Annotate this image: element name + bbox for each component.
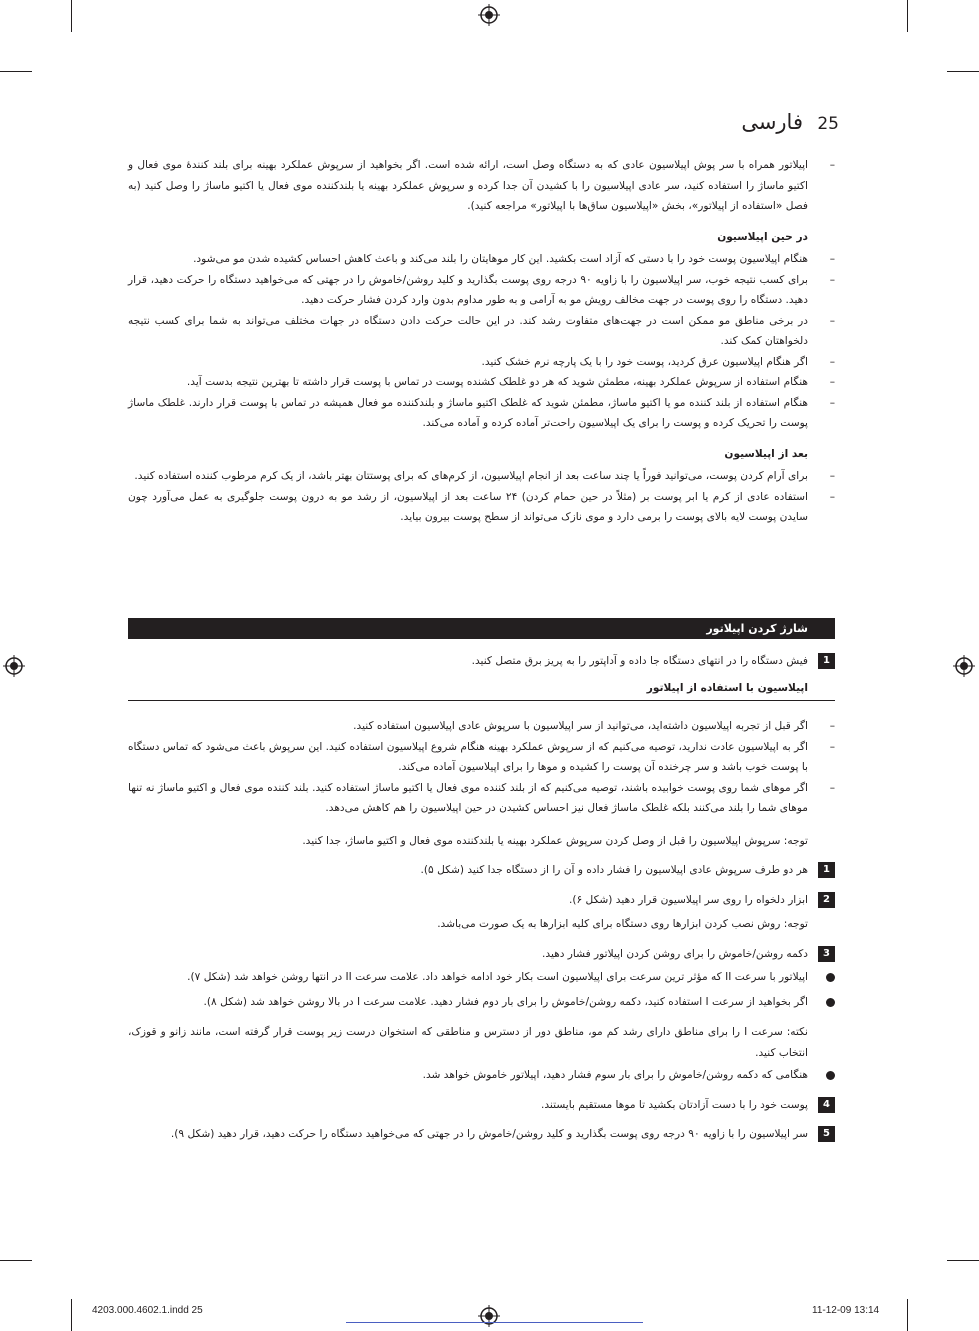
- crop-mark-tl-h: [0, 71, 32, 72]
- subheading-epilating: اپیلاسیون با استفاده از اپیلاتور: [646, 681, 808, 694]
- step-number: 1: [818, 862, 835, 878]
- footer-filename: 4203.000.4602.1.indd 25: [92, 1305, 203, 1316]
- crop-mark-br-v: [907, 1299, 908, 1331]
- step-attach-tool: 2 ابزار دلخواه را روی سر اپیلاسیون قرار دهید (شکل ۶).: [128, 890, 835, 911]
- step-number: 5: [818, 1126, 835, 1142]
- speed-bullet: هنگامی که دکمه روشن/خاموش را برای بار سوم فشار دهید، اپیلاتور خاموش خواهد شد.: [128, 1065, 835, 1086]
- step-number: 4: [818, 1097, 835, 1113]
- subheading-after: بعد از اپیلاسیون: [724, 447, 808, 460]
- list-item: – در برخی مناطق مو ممکن است در جهت‌های متفاوت رشد کند. در این حالت حرکت دادن دستگاه در جهات مختلف می‌تواند به شما برای کسب نتیجه دلخواهتان کمک کند.: [128, 314, 835, 347]
- list-item: – استفاده عادی از کرم یا ابر پوست بر (مثلاً در حین حمام کردن) ۲۴ ساعت بعد از اپیلاسیون، از رشد مو به درون پوست جلوگیری به عمل می‌آورد چون سایدن پوست لایه بالای پوست را برمی دارد و موی نازک می‌تواند از سطح پوست بیرون بیاید.: [128, 490, 835, 523]
- list-item: – اگر به اپیلاسیون عادت ندارید، توصیه می‌کنیم که از سرپوش عملکرد بهینه هنگام شروع اپیلاسیون استفاده کنید. این سرپوش باعث می‌شود که تماس دستگاه با پوست خوب باشد و سر چرخنده آن پوست را کشیده و موها را برای اپیلاسیون آماده می‌کند.: [128, 740, 835, 773]
- step-number: 1: [818, 653, 835, 669]
- page-number: 25: [817, 114, 839, 134]
- list-item: – اپیلاتور همراه با سر پوش اپیلاسیون عادی که به دستگاه وصل است، ارائه شده است. اگر بخواهید از سرپوش عملکرد بهینه برای بلند کنندهٔ موی فعال و اکتیو ماساژ را استفاده کنید، سر عادی اپیلاسیون را با کشیدن آن جدا کرده و سرپوش عملکرد بهینه یا بلندکننده موی فعال یا اکتیو ماساژ را وصل کنید (به فصل «استفاده از اپیلاتور»، بخش «اپیلاسیون ساق‌ها با اپیلاتور» مراجعه کنید).: [128, 159, 835, 212]
- list-item: – اگر قبل از تجربه اپیلاسیون داشته‌اید، می‌توانید از سر اپیلاسیون با سرپوش عادی اپیلاسیون استفاده کنید.: [353, 720, 835, 732]
- footer-line: [346, 1322, 643, 1323]
- registration-mark-bottom-icon: [478, 1305, 500, 1327]
- speed-bullet: اگر بخواهید از سرعت I استفاده کنید، دکمه روشن/خاموش را برای بار دوم فشار دهید. علامت سرعت I در بالا روشن خواهد شد (شکل ۸).: [128, 992, 835, 1013]
- crop-mark-tr-v: [907, 0, 908, 32]
- section-charging: [128, 642, 835, 700]
- footer-date: 11-12-09 13:14: [812, 1305, 880, 1316]
- tip-text: نکته: سرعت I را برای مناطق دارای رشد کم مو، مناطق دور از دسترس و مناطقی که استخوان درست زیر پوست قرار گرفته است، مانند زانو و قوزک، انتخاب کنید.: [128, 1026, 808, 1059]
- list-item: – برای کسب نتیجه خوب، سر اپیلاسیون را با زاویه ۹۰ درجه روی پوست بگذارید و کلید روشن/خاموش را در جهتی که می‌خواهید دستگاه را حرکت دهید، قرار دهید. دستگاه را روی پوست در جهت مخالف رویش مو به آرامی و به طور مداوم بدون وارد کردن فشار حرکت دهید.: [128, 273, 835, 306]
- step-remove-cap: 1 هر دو طرف سرپوش عادی اپیلاسیون را فشار داده و آن را از دستگاه جدا کنید (شکل ۵).: [128, 860, 835, 881]
- note-text: توجه: سرپوش اپیلاسیون را قبل از وصل کردن سرپوش عملکرد بهینه یا بلندکننده موی فعال و اکتیو ماساژ، جدا کنید.: [302, 834, 808, 847]
- step-number: 3: [818, 946, 835, 962]
- list-item: – هنگام اپیلاسیون پوست خود را با دستی که آزاد است بکشید. این کار موهایتان را بلند می‌کند و باعث کاهش احساس کشیده شدن مو می‌شود.: [193, 253, 835, 265]
- registration-mark-left-icon: [3, 655, 25, 677]
- subheading-during: در حین اپیلاسیون: [717, 230, 808, 243]
- list-item: – هنگام استفاده از سرپوش عملکرد بهینه، مطمئن شوید که هر دو غلطک کشنده پوست در تماس با پوست قرار داشته تا بهترین نتیجه بدست آید.: [186, 376, 835, 388]
- bullet-dot-icon: [826, 973, 835, 982]
- bullet-dot-icon: [826, 1071, 835, 1080]
- crop-mark-bl-v: [71, 1299, 72, 1331]
- step-place-head: 5 سر اپیلاسیون را با زاویه ۹۰ درجه روی پوست بگذارید و کلید روشن/خاموش را در جهتی که می‌خواهید دستگاه را حرکت دهید، قرار دهید (شکل ۹).: [128, 1124, 835, 1145]
- section-band-charging: شارژ کردن اپیلاتور: [128, 618, 835, 639]
- list-item: – هنگام استفاده از بلند کننده مو یا اکتیو ماساژ، مطمئن شوید که غلطک اکتیو ماساژ و بلندکننده مو فعال همیشه در تماس با پوست قرار دارند. غلطک ماساژ پوست را تحریک کرده و پوست را برای یک اپیلاسیون راحت‌تر آماده کرده و آماده می‌کند.: [128, 396, 835, 429]
- crop-mark-tl-v: [71, 0, 72, 32]
- crop-mark-br-h: [947, 1260, 979, 1261]
- list-item: – اگر هنگام اپیلاسیون عرق کردید، پوست خود را با یک پارچه نرم خشک کنید.: [481, 355, 835, 368]
- page-title: فارسی: [741, 110, 803, 134]
- list-item: – برای آرام کردن پوست، می‌توانید فوراً یا چند ساعت بعد از انجام اپیلاسیون، از کرم‌های که برای پوستتان بهتر باشد، از یک کرم مرطوب کننده استفاده کنید.: [134, 470, 835, 482]
- crop-mark-tr-h: [947, 71, 979, 72]
- step-stretch-skin: 4 پوست خود را با دست آزادتان بکشید تا موها مستقیم بایستند.: [128, 1095, 835, 1116]
- step-number: 2: [818, 892, 835, 908]
- speed-bullet: اپیلاتور با سرعت II که مؤثر ترین سرعت برای اپیلاسیون است بکار خود ادامه خواهد داد. علامت سرعت II در انتها روشن خواهد شد (شکل ۷).: [128, 967, 835, 988]
- step-power-on: 3 دکمه روشن/خاموش را برای روشن کردن اپیلاتور فشار دهید.: [128, 944, 835, 965]
- note-text: توجه: روش نصب کردن ابزارها روی دستگاه برای کلیه ابزارها به یک صورت می‌باشد.: [437, 918, 808, 930]
- registration-mark-right-icon: [953, 655, 975, 677]
- list-item: – اگر موهای شما روی پوست خوابیده باشند، توصیه می‌کنیم که از بلند کننده موی فعال یا اکتیو ماساژ استفاده کنید. بلند کننده موی فعال و اکتیو ماساژ نه تنها موهای شما را بلند می‌کنند بلکه غلطک ماساژ فعال نیز احساس کشیدن در حین اپیلاسیون را هم کاهش می‌دهد.: [128, 781, 835, 814]
- divider-line: [128, 700, 835, 701]
- registration-mark-top-icon: [478, 4, 500, 26]
- section-epilating: [128, 716, 835, 1148]
- section-usage-tips: [128, 155, 835, 528]
- step-charge: 1 فیش دستگاه را در انتهای دستگاه جا داده و آداپتور را به پریز برق متصل کنید.: [128, 651, 835, 672]
- page-header: [128, 110, 839, 138]
- bullet-dot-icon: [826, 998, 835, 1007]
- crop-mark-bl-h: [0, 1260, 32, 1261]
